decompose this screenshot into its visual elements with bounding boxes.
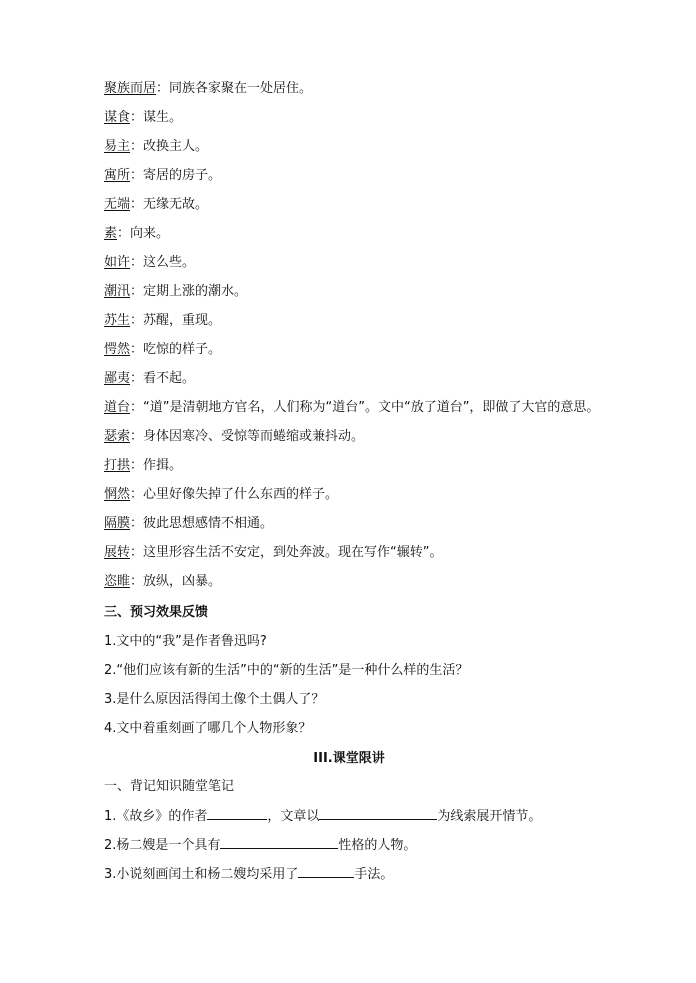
glossary-item <box>104 80 312 98</box>
part-heading-classroom: III.课堂限讲 <box>313 751 385 766</box>
glossary-definition: ：这么些。 <box>130 255 196 270</box>
glossary-definition: ：定期上涨的潮水。 <box>130 284 248 299</box>
glossary-definition: ：寄居的房子。 <box>130 168 222 183</box>
question-4: 4.文中着重刻画了哪几个人物形象？ <box>104 721 312 736</box>
fill-in-question-3 <box>104 865 393 884</box>
glossary-definition: ：无缘无故。 <box>130 197 209 212</box>
glossary-term: 恣睢 <box>104 574 131 589</box>
glossary-definition: ：身体因寒冷、受惊等而蜷缩或兼抖动。 <box>130 429 365 444</box>
glossary-definition: ：心里好像失掉了什么东西的样子。 <box>130 487 339 502</box>
glossary-item <box>104 457 182 475</box>
fill-in-text: 为线索展开情节。 <box>437 809 542 824</box>
fill-in-text: 3.小说刻画闰土和杨二嫂均采用了 <box>104 867 299 882</box>
question-2: 2.“他们应该有新的生活”中的“新的生活”是一种什么样的生活？ <box>104 663 469 678</box>
glossary-definition: ：苏醒，重现。 <box>130 313 222 328</box>
answer-blank[interactable] <box>298 865 354 878</box>
section-heading-preview-feedback: 三、预习效果反馈 <box>104 605 209 620</box>
subsection-heading-notes: 一、背记知识随堂笔记 <box>104 779 235 794</box>
glossary-term: 苏生 <box>104 313 131 328</box>
glossary-item <box>104 544 443 562</box>
answer-blank[interactable] <box>207 807 267 820</box>
fill-in-text: ，文章以 <box>267 809 320 824</box>
glossary-item <box>104 573 221 591</box>
glossary-term: 道台 <box>104 400 131 415</box>
glossary-term: 聚族而居 <box>104 81 157 96</box>
glossary-item <box>104 109 182 127</box>
answer-blank[interactable] <box>220 836 338 849</box>
glossary-item <box>104 283 247 301</box>
glossary-term: 鄙夷 <box>104 371 131 386</box>
glossary-definition: ：谋生。 <box>130 110 183 125</box>
glossary-definition: ：同族各家聚在一处居住。 <box>156 81 313 96</box>
fill-in-text: 手法。 <box>354 867 394 882</box>
glossary-term: 惘然 <box>104 487 131 502</box>
glossary-item <box>104 167 221 185</box>
glossary-term: 无端 <box>104 197 131 212</box>
glossary-item <box>104 399 599 417</box>
glossary-item <box>104 486 338 504</box>
glossary-term: 瑟索 <box>104 429 131 444</box>
glossary-term: 谋食 <box>104 110 131 125</box>
glossary-item <box>104 196 208 214</box>
glossary-definition: ：改换主人。 <box>130 139 209 154</box>
fill-in-text: 性格的人物。 <box>338 838 417 853</box>
glossary-definition: ：这里形容生活不安定，到处奔波。现在写作“辗转”。 <box>130 545 443 560</box>
glossary-item <box>104 138 208 156</box>
glossary-item <box>104 312 221 330</box>
glossary-term: 愕然 <box>104 342 131 357</box>
glossary-definition: ：作揖。 <box>130 458 183 473</box>
glossary-item <box>104 225 169 243</box>
glossary-definition: ：看不起。 <box>130 371 196 386</box>
glossary-definition: ：吃惊的样子。 <box>130 342 222 357</box>
answer-blank[interactable] <box>319 807 437 820</box>
glossary-item <box>104 341 221 359</box>
glossary-term: 素 <box>104 226 118 241</box>
glossary-item <box>104 428 364 446</box>
glossary-term: 如许 <box>104 255 131 270</box>
glossary-definition: ：彼此思想感情不相通。 <box>130 516 274 531</box>
glossary-term: 潮汛 <box>104 284 131 299</box>
glossary-item <box>104 254 195 272</box>
glossary-definition: ：放纵，凶暴。 <box>130 574 222 589</box>
glossary-definition: ：向来。 <box>117 226 170 241</box>
question-3: 3.是什么原因活得闰土像个土偶人了？ <box>104 692 325 707</box>
fill-in-question-2 <box>104 836 416 855</box>
question-1: 1.文中的“我”是作者鲁迅吗? <box>104 634 267 649</box>
glossary-item <box>104 515 273 533</box>
glossary-term: 寓所 <box>104 168 131 183</box>
glossary-term: 易主 <box>104 139 131 154</box>
glossary-term: 展转 <box>104 545 131 560</box>
glossary-definition: ：“道”是清朝地方官名，人们称为“道台”。文中“放了道台”，即做了大官的意思。 <box>130 400 600 415</box>
fill-in-text: 2.杨二嫂是一个具有 <box>104 838 221 853</box>
glossary-term: 打拱 <box>104 458 131 473</box>
glossary-term: 隔膜 <box>104 516 131 531</box>
fill-in-question-1 <box>104 807 541 826</box>
fill-in-text: 1.《故乡》的作者 <box>104 809 208 824</box>
glossary-item <box>104 370 195 388</box>
